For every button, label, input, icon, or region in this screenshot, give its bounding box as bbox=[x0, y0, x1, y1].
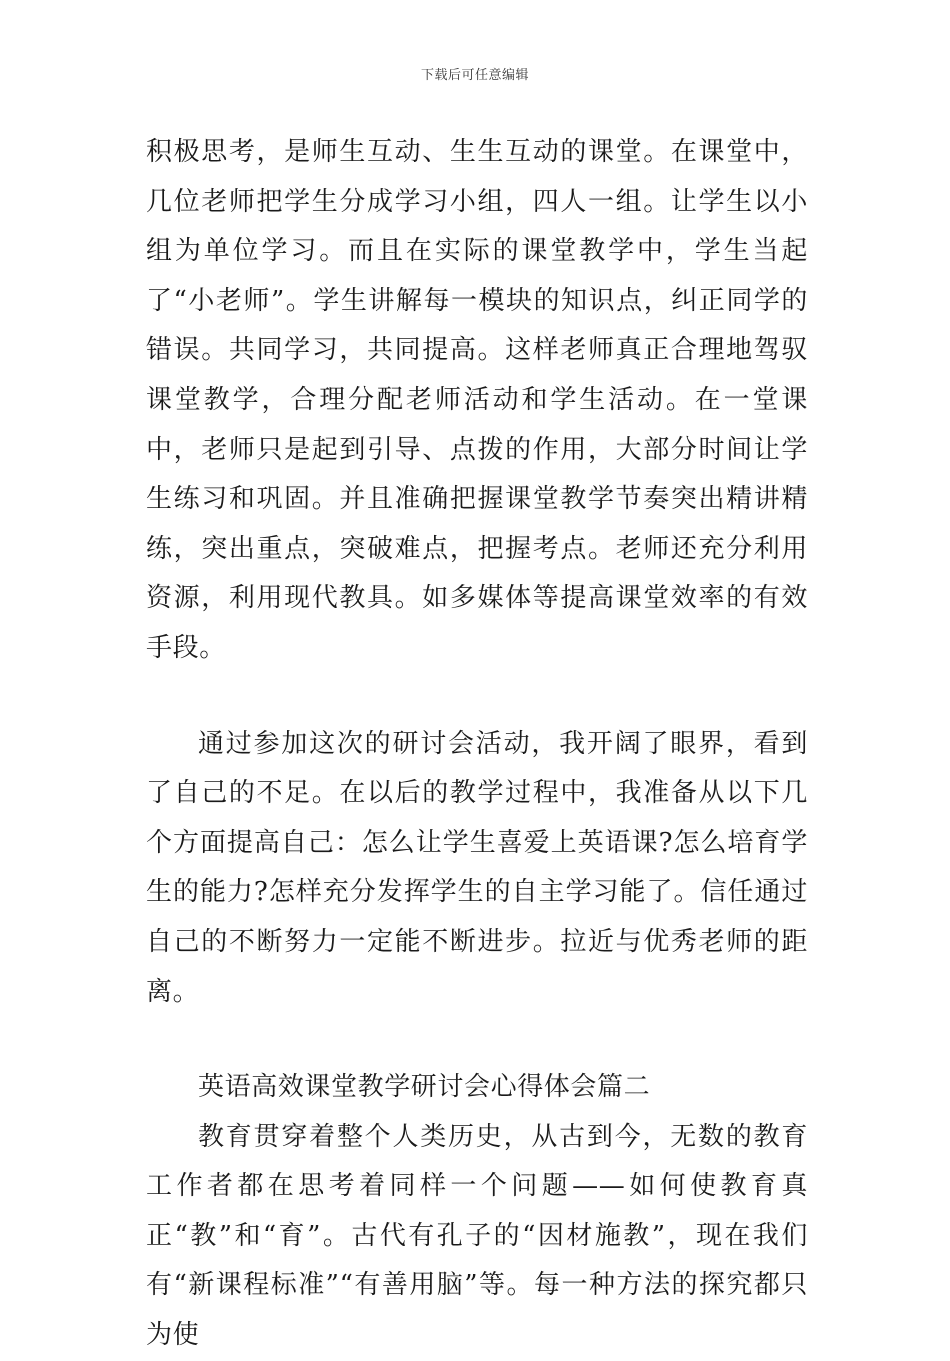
section-heading: 英语高效课堂教学研讨会心得体会篇二 bbox=[198, 1072, 651, 1103]
page-header-note: 下载后可任意编辑 bbox=[420, 68, 529, 83]
paragraph-3: 教育贯穿着整个人类历史，从古到今，无数的教育工作者都在思考着同样一个问题——如何使教育真正“教”和“育”。古代有孔子的“因材施教”，现在我们有“新课程标准”“有善用脑”等。每一种方法的探究都只为使 bbox=[146, 1121, 808, 1351]
document-body bbox=[146, 128, 808, 1361]
paragraph-2: 通过参加这次的研讨会活动，我开阔了眼界，看到了自己的不足。在以后的教学过程中，我准备从以下几个方面提高自己：怎么让学生喜爱上英语课?怎么培育学生的能力?怎样充分发挥学生的自主学习能了。信任通过自己的不断努力一定能不断进步。拉近与优秀老师的距离。 bbox=[146, 728, 808, 1007]
paragraph-1: 积极思考，是师生互动、生生互动的课堂。在课堂中，几位老师把学生分成学习小组，四人一组。让学生以小组为单位学习。而且在实际的课堂教学中，学生当起了“小老师”。学生讲解每一模块的知识点，纠正同学的错误。共同学习，共同提高。这样老师真正合理地驾驭课堂教学，合理分配老师活动和学生活动。在一堂课中，老师只是起到引导、点拨的作用，大部分时间让学生练习和巩固。并且准确把握课堂教学节奏突出精讲精练，突出重点，突破难点，把握考点。老师还充分利用资源，利用现代教具。如多媒体等提高课堂效率的有效手段。 bbox=[146, 137, 808, 663]
